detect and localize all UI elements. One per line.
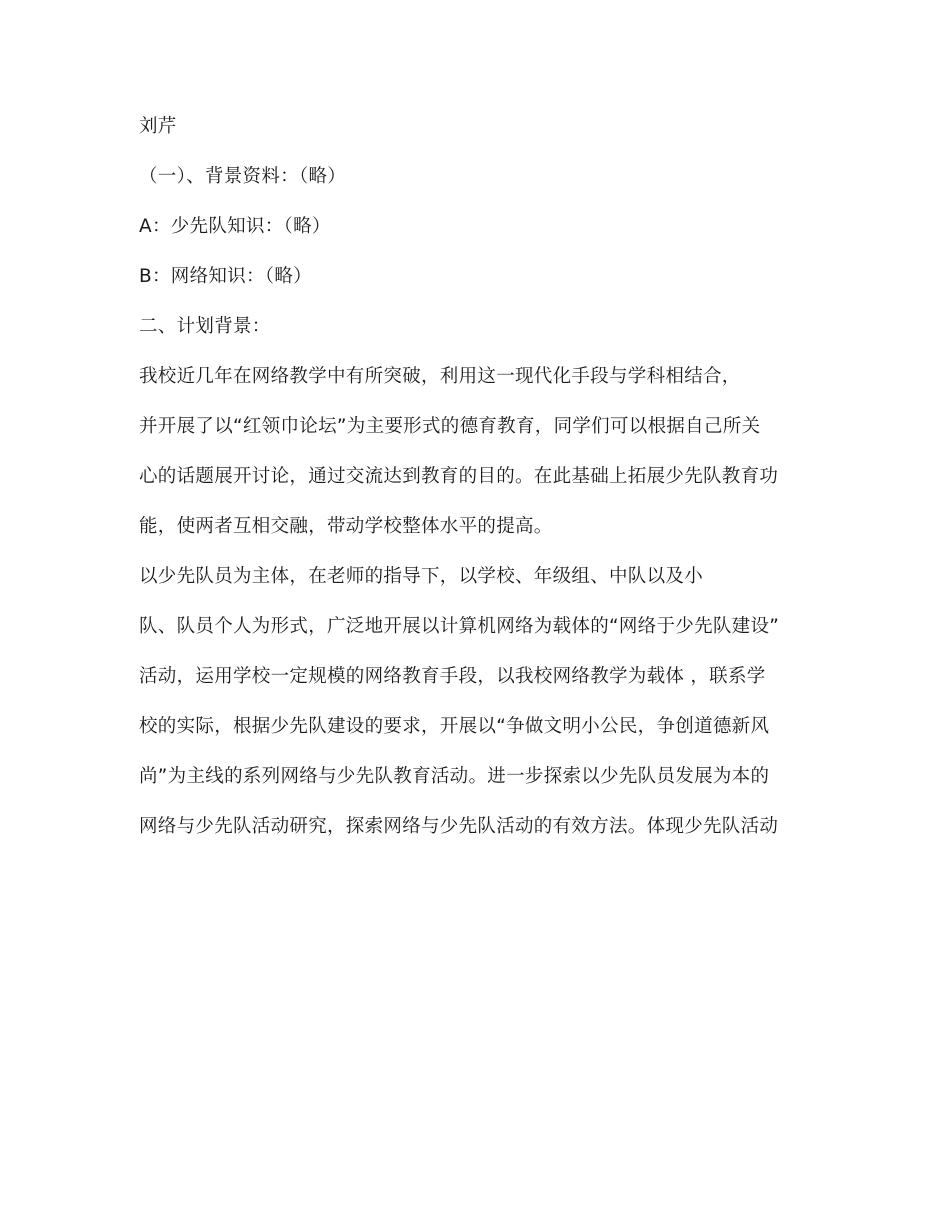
body-paragraph: 以少先队员为主体，在老师的指导下，以学校、年级组、中队以及小 <box>139 566 704 587</box>
body-paragraph: 网络与少先队活动研究，探索网络与少先队活动的有效方法。体现少先队活动 <box>139 816 779 837</box>
body-paragraph: 心的话题展开讨论，通过交流达到教育的目的。在此基础上拓展少先队教育功 <box>139 466 779 487</box>
body-paragraph: 我校近几年在网络教学中有所突破，利用这一现代化手段与学科相结合， <box>139 366 741 387</box>
body-paragraph: 队、队员个人为形式，广泛地开展以计算机网络为载体的“网络于少先队建设” <box>139 616 780 637</box>
document-body <box>139 112 811 862</box>
body-paragraph: 校的实际，根据少先队建设的要求，开展以“争做文明小公民，争创道德新风 <box>139 716 770 737</box>
section-background-materials: （一）、背景资料：（略） <box>139 166 347 187</box>
body-paragraph: 尚”为主线的系列网络与少先队教育活动。进一步探索以少先队员发展为本的 <box>139 766 770 787</box>
item-b-network-knowledge: B：网络知识：（略） <box>139 266 312 287</box>
item-a-pioneer-knowledge: A：少先队知识：（略） <box>139 216 331 237</box>
body-paragraph: 能，使两者互相交融，带动学校整体水平的提高。 <box>139 516 553 537</box>
section-plan-background: 二、计划背景： <box>139 316 271 337</box>
author-name: 刘芹 <box>139 116 177 137</box>
body-paragraph: 活动，运用学校一定规模的网络教育手段，以我校网络教学为载体 ，联系学 <box>139 666 766 687</box>
body-paragraph: 并开展了以“红领巾论坛”为主要形式的德育教育，同学们可以根据自己所关 <box>139 416 761 437</box>
